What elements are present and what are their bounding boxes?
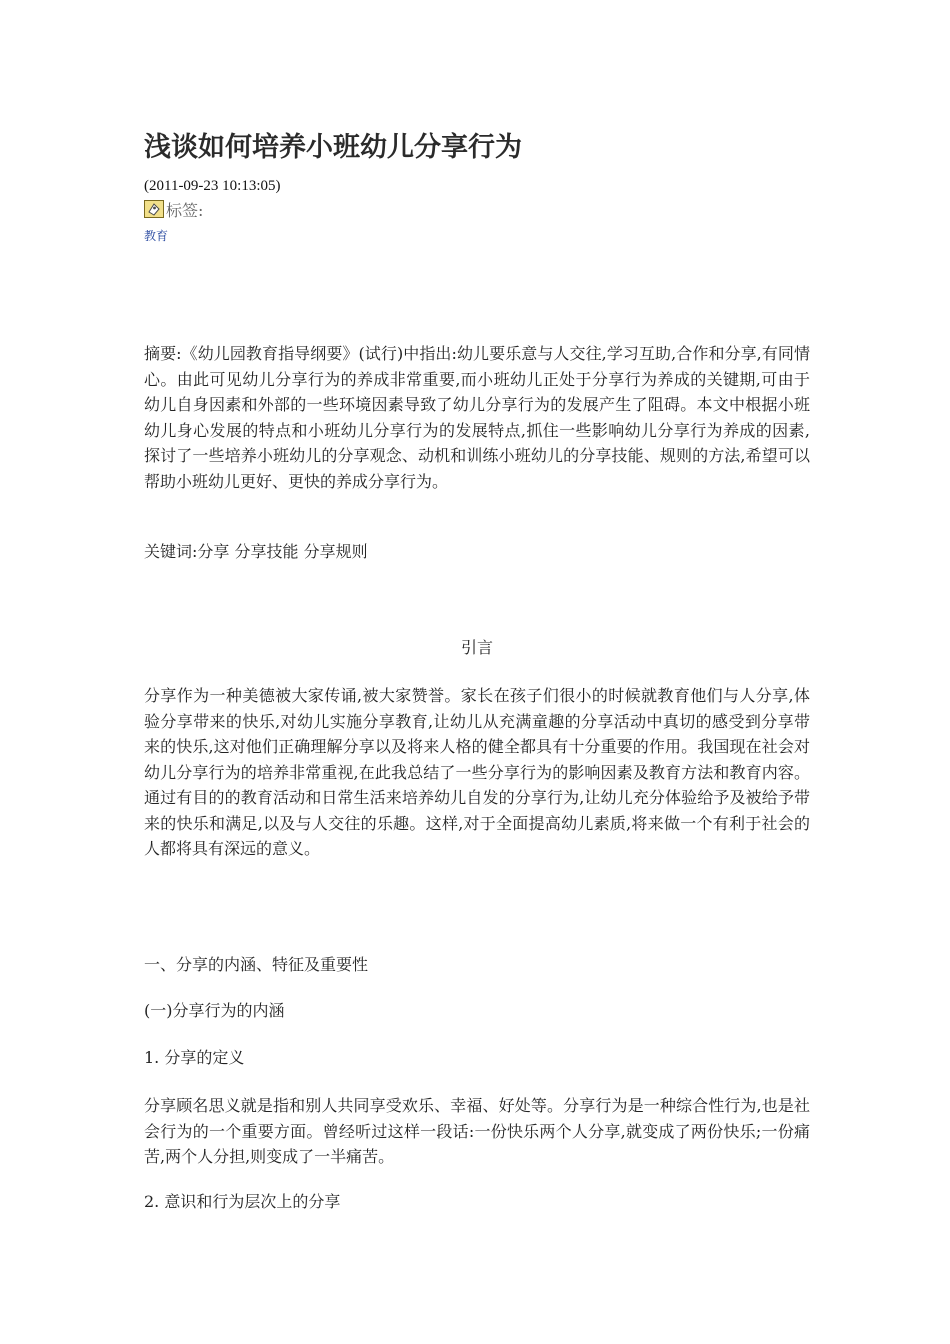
tag-label: 标签: bbox=[166, 200, 204, 220]
intro-heading: 引言 bbox=[460, 638, 493, 657]
item-heading-1: 1. 分享的定义 bbox=[144, 1048, 245, 1067]
definition-paragraph: 分享顾名思义就是指和别人共同享受欢乐、幸福、好处等。分享行为是一种综合性行为,也是社会行为的一个重要方面。曾经听过这样一段话:一份快乐两个人分享,就变成了两份快乐;一份痛苦,两个人分担,则变成了一半痛苦。 bbox=[144, 1096, 810, 1166]
subsection-heading-1: (一)分享行为的内涵 bbox=[144, 1001, 285, 1020]
tag-link-education[interactable]: 教育 bbox=[144, 229, 169, 243]
intro-paragraph: 分享作为一种美德被大家传诵,被大家赞誉。家长在孩子们很小的时候就教育他们与人分享,体验分享带来的快乐,对幼儿实施分享教育,让幼儿从充满童趣的分享活动中真切的感受到分享带来的快乐,这对他们正确理解分享以及将来人格的健全都具有十分重要的作用。我国现在社会对幼儿分享行为的培养非常重视,在此我总结了一些分享行为的影响因素及教育方法和教育内容。通过有目的的教育活动和日常生活来培养幼儿自发的分享行为,让幼儿充分体验给予及被给予带来的快乐和满足,以及与人交往的乐趣。这样,对于全面提高幼儿素质,将来做一个有利于社会的人都将具有深远的意义。 bbox=[144, 686, 810, 858]
section-heading-1: 一、分享的内涵、特征及重要性 bbox=[144, 955, 369, 974]
keywords-line: 关键词:分享 分享技能 分享规则 bbox=[144, 542, 368, 561]
tag-row bbox=[144, 197, 203, 221]
abstract-paragraph: 摘要:《幼儿园教育指导纲要》(试行)中指出:幼儿要乐意与人交往,学习互助,合作和分享,有同情心。由此可见幼儿分享行为的养成非常重要,而小班幼儿正处于分享行为养成的关键期,可由于幼儿自身因素和外部的一些环境因素导致了幼儿分享行为的发展产生了阻碍。本文中根据小班幼儿身心发展的特点和小班幼儿分享行为的发展特点,抓住一些影响幼儿分享行为养成的因素,探讨了一些培养小班幼儿的分享观念、动机和训练小班幼儿的分享技能、规则的方法,希望可以帮助小班幼儿更好、更快的养成分享行为。 bbox=[144, 344, 810, 491]
tag-icon bbox=[144, 200, 164, 218]
article-title: 浅谈如何培养小班幼儿分享行为 bbox=[144, 132, 522, 163]
item-heading-2: 2. 意识和行为层次上的分享 bbox=[144, 1192, 341, 1211]
article-date: (2011-09-23 10:13:05) bbox=[144, 178, 281, 194]
